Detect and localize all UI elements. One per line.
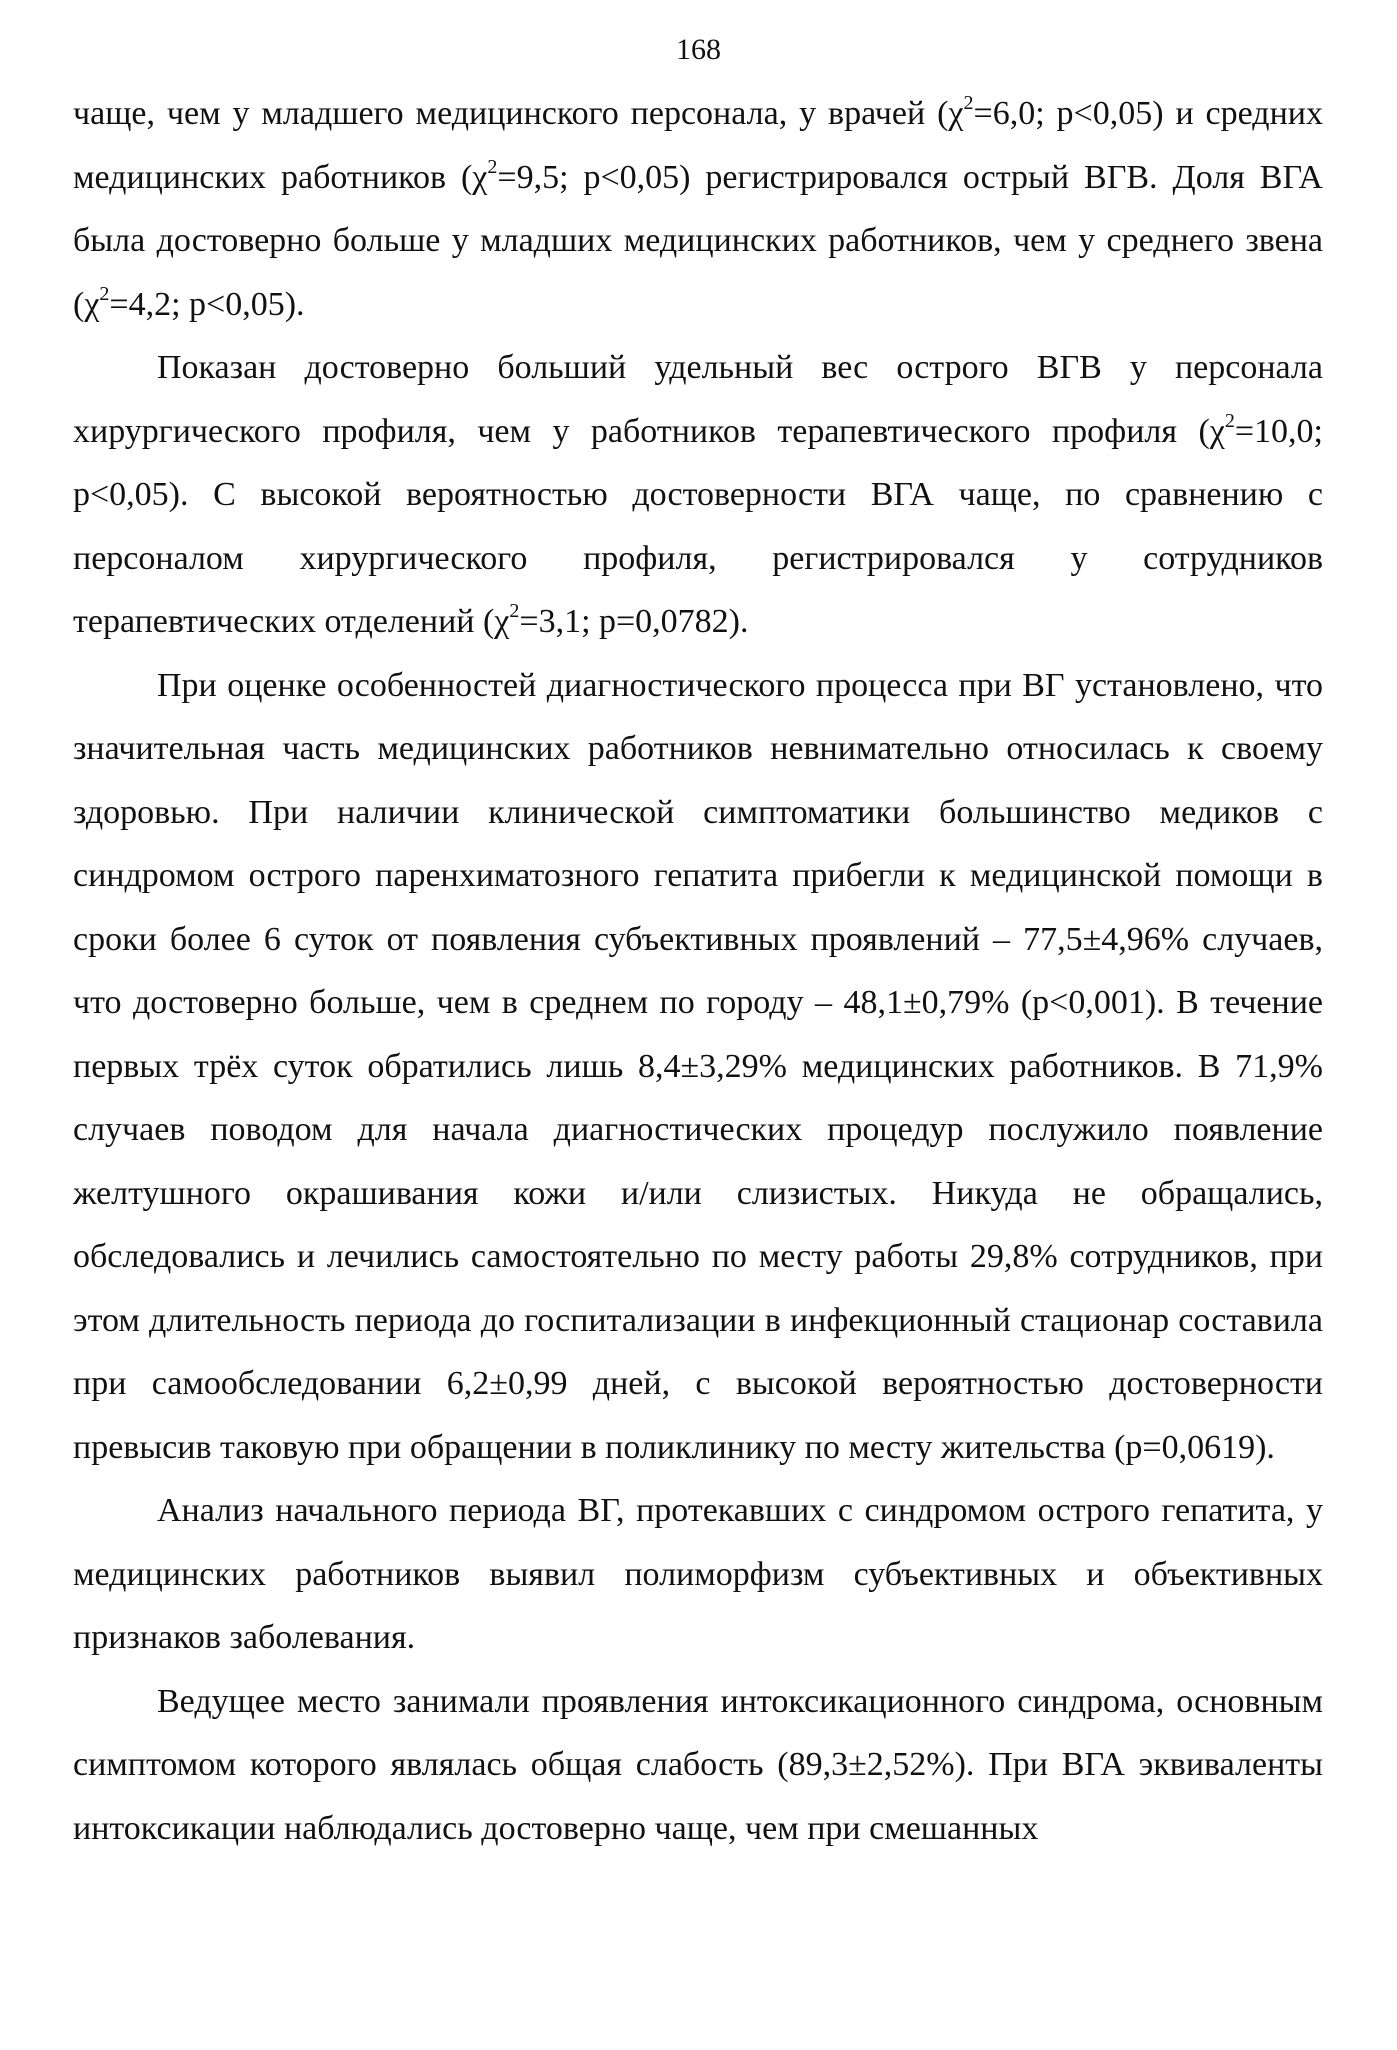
page-number: 168 xyxy=(676,33,721,66)
paragraph-5 xyxy=(73,1670,1323,1861)
text-segment: =9,5; p<0,05) регистрировался острый ВГВ. Доля ВГА была достоверно больше у младших медицинских работников, чем у среднего звена (χ xyxy=(73,158,1323,323)
paragraph-1 xyxy=(73,82,1323,336)
superscript: 2 xyxy=(963,92,974,114)
text-segment: Анализ начального периода ВГ, протекавших с синдромом острого гепатита, у медицинских работников выявил полиморфизм субъективных и объективных признаков заболевания. xyxy=(73,1492,1323,1656)
text-segment: Показан достоверно больший удельный вес острого ВГВ у персонала хирургического профиля, чем у работников терапевтического профиля (χ xyxy=(73,349,1323,450)
text-segment: Ведущее место занимали проявления интоксикационного синдрома, основным симптомом которого являлась общая слабость (89,3±2,52%). При ВГА эквиваленты интоксикации наблюдались достоверно чаще, чем при смешанных xyxy=(73,1682,1323,1847)
superscript: 2 xyxy=(1224,409,1235,432)
document-body xyxy=(73,82,1323,1860)
text-segment: =10,0; p<0,05). С высокой вероятностью достоверности ВГА чаще, по сравнению с персоналом хирургического профиля, регистрировался у сотрудников терапевтических отделений (χ xyxy=(73,412,1323,640)
paragraph-4 xyxy=(73,1479,1323,1670)
text-segment: =6,0; p<0,05) и средних медицинских работников (χ xyxy=(73,95,1323,196)
paragraph-2 xyxy=(73,336,1323,654)
superscript: 2 xyxy=(487,155,498,178)
text-segment: чаще, чем у младшего медицинского персонала, у врачей (χ xyxy=(73,95,964,132)
paragraph-3 xyxy=(73,654,1323,1480)
text-segment: =3,1; p=0,0782). xyxy=(519,603,749,640)
superscript: 2 xyxy=(99,282,110,305)
text-segment: =4,2; p<0,05). xyxy=(109,285,305,323)
text-segment: При оценке особенностей диагностического процесса при ВГ установлено, что значительная часть медицинских работников невнимательно относилась к своему здоровью. При наличии клинической симптоматики большинство медиков с синдромом острого паренхиматозного гепатита прибегли к медицинской помощи в сроки более 6 суток от появления субъективных проявлений – 77,5±4,96% случаев, что достоверно больше, чем в среднем по городу – 48,1±0,79% (p<0,001). В течение первых трёх суток обратились лишь 8,4±3,29% медицинских работников. В 71,9% случаев поводом для начала диагностических процедур послужило появление желтушного окрашивания кожи и/или слизистых. Никуда не обращались, обследовались и лечились самостоятельно по месту работы 29,8% сотрудников, при этом длительность периода до госпитализации в инфекционный стационар составила при самообследовании 6,2±0,99 дней, с высокой вероятностью достоверности превысив таковую при обращении в поликлинику по месту жительства (p=0,0619). xyxy=(73,666,1323,1466)
superscript: 2 xyxy=(509,600,520,622)
